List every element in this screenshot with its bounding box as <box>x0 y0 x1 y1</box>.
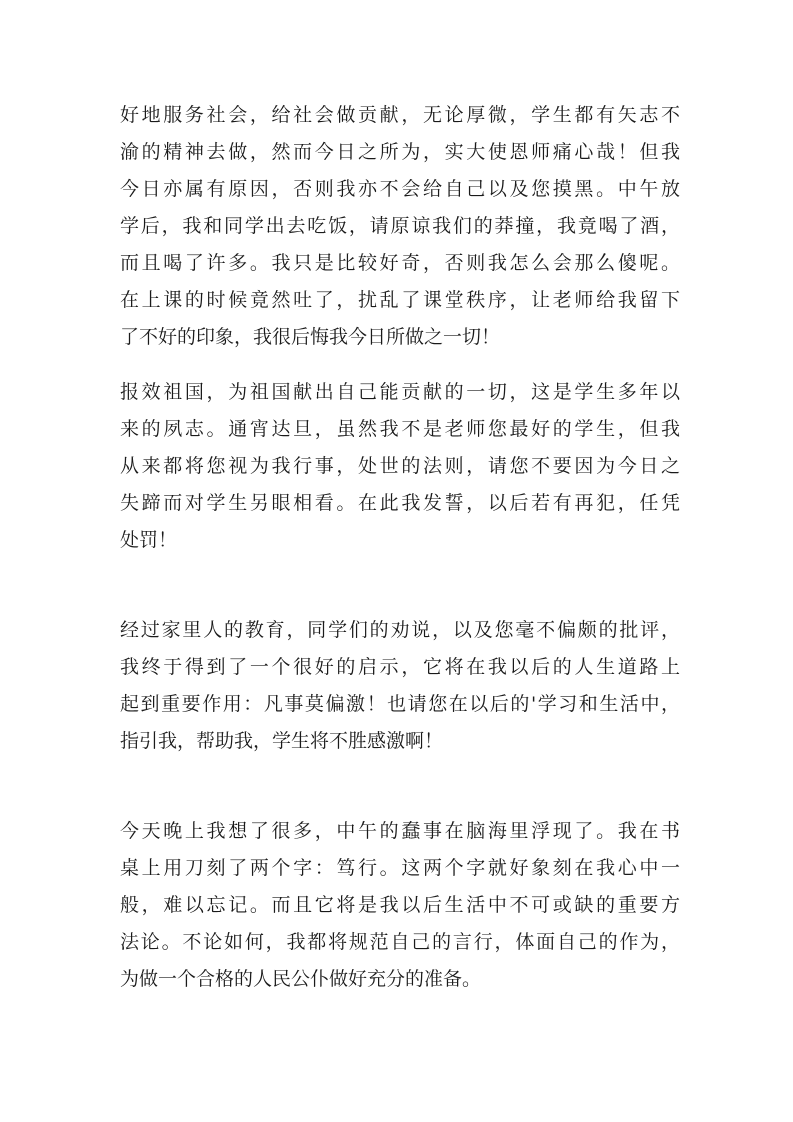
text-line: 在上课的时候竟然吐了，扰乱了课堂秩序，让老师给我留下 <box>120 289 680 311</box>
text-line: 今天晚上我想了很多，中午的蠢事在脑海里浮现了。我在书 <box>120 820 680 842</box>
text-line: 为做一个合格的人民公仆做好充分的准备。 <box>120 968 482 990</box>
text-line: 经过家里人的教育，同学们的劝说，以及您毫不偏颇的批评， <box>120 619 680 641</box>
text-line: 失蹄而对学生另眼相看。在此我发誓，以后若有再犯，任凭 <box>120 492 680 514</box>
text-line: 桌上用刀刻了两个字：笃行。这两个字就好象刻在我心中一 <box>120 857 680 879</box>
text-line: 好地服务社会，给社会做贡献，无论厚微，学生都有矢志不 <box>120 104 680 126</box>
text-line: 今日亦属有原因，否则我亦不会给自己以及您摸黑。中午放 <box>120 178 680 200</box>
text-line: 般，难以忘记。而且它将是我以后生活中不可或缺的重要方 <box>120 894 680 916</box>
paragraph-3 <box>120 612 680 760</box>
text-line: 法论。不论如何，我都将规范自己的言行，体面自己的作为， <box>120 931 680 953</box>
text-line: 了不好的印象，我很后悔我今日所做之一切！ <box>120 326 501 348</box>
text-line: 学后，我和同学出去吃饭，请原谅我们的莽撞，我竟喝了酒， <box>120 215 680 237</box>
paragraph-4 <box>120 813 680 998</box>
text-line: 起到重要作用：凡事莫偏激！也请您在以后的'学习和生活中， <box>120 693 680 715</box>
text-line: 我终于得到了一个很好的启示，它将在我以后的人生道路上 <box>120 656 680 678</box>
text-line: 报效祖国，为祖国献出自己能贡献的一切，这是学生多年以 <box>120 381 680 403</box>
text-line: 指引我，帮助我，学生将不胜感激啊！ <box>120 730 444 752</box>
text-line: 从来都将您视为我行事，处世的法则，请您不要因为今日之 <box>120 455 680 477</box>
paragraph-2 <box>120 374 680 559</box>
paragraph-1 <box>120 97 680 356</box>
text-line: 而且喝了许多。我只是比较好奇，否则我怎么会那么傻呢。 <box>120 252 680 274</box>
text-line: 处罚！ <box>120 529 178 551</box>
text-line: 渝的精神去做，然而今日之所为，实大使恩师痛心哉！但我 <box>120 141 680 163</box>
text-line: 来的夙志。通宵达旦，虽然我不是老师您最好的学生，但我 <box>120 418 680 440</box>
